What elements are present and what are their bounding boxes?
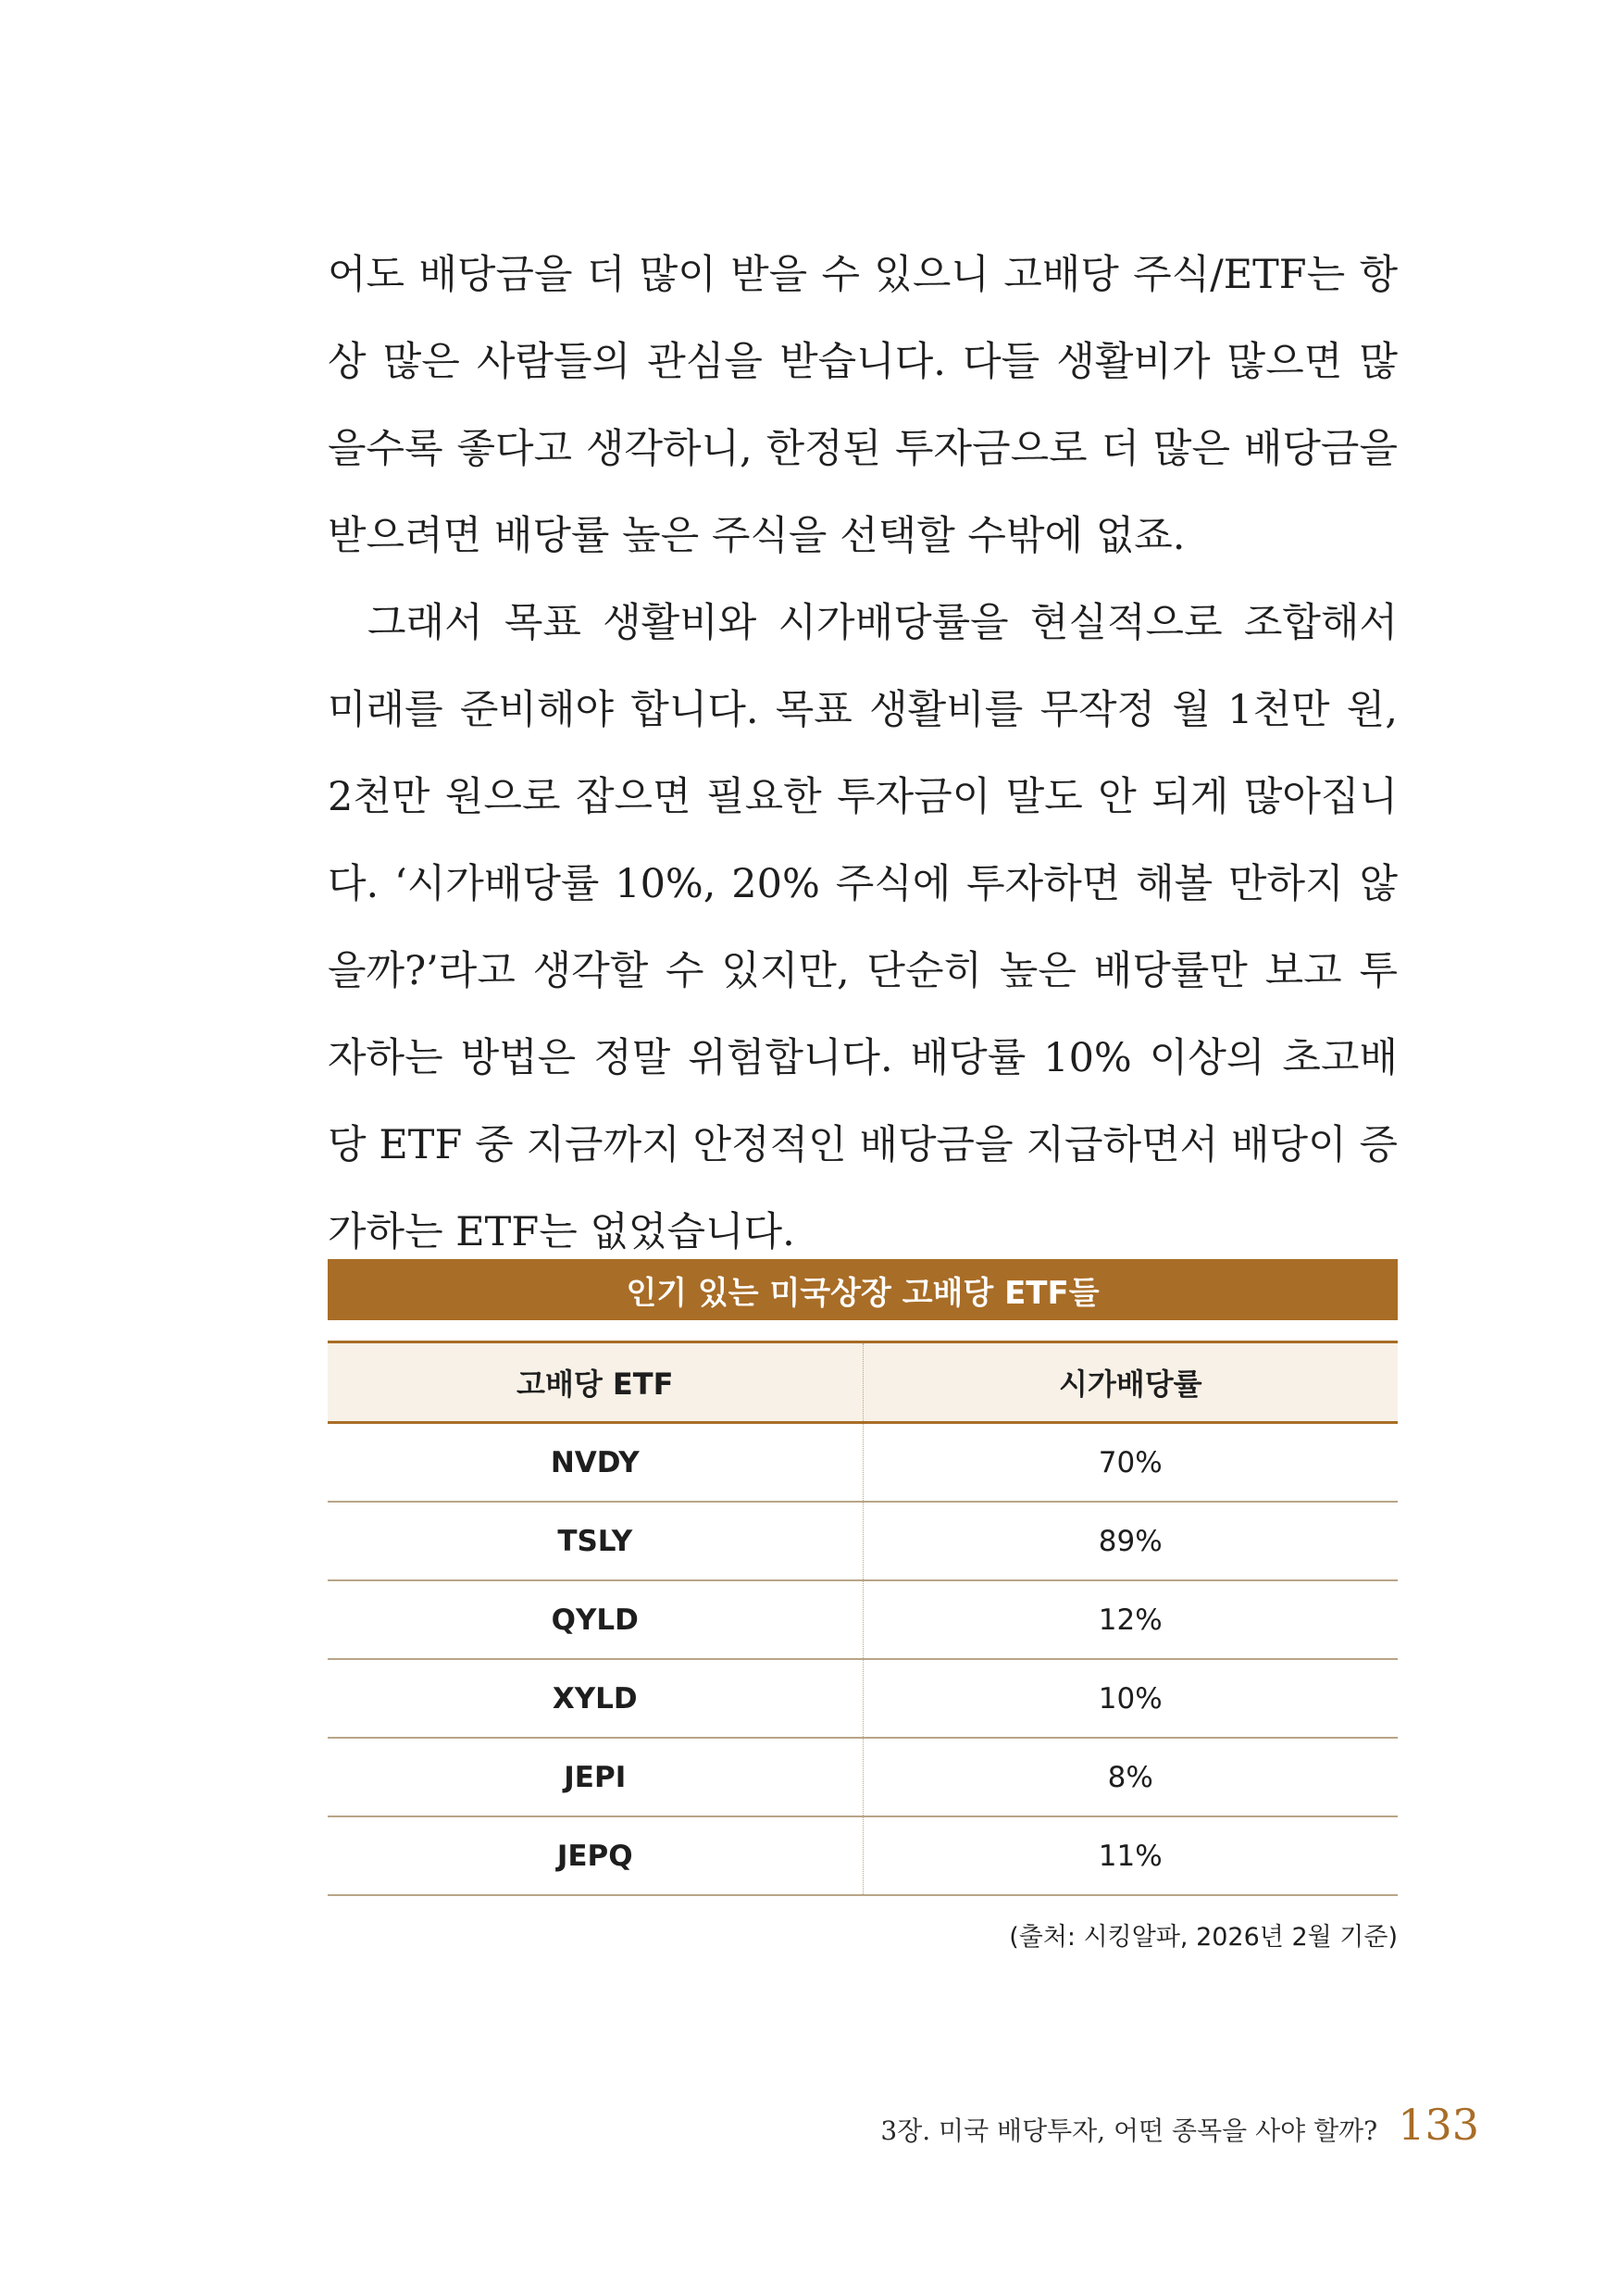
etf-table-section xyxy=(328,1259,1398,1953)
etf-name-cell: XYLD xyxy=(328,1659,863,1738)
body-text xyxy=(328,231,1398,1276)
table-title: 인기 있는 미국상장 고배당 ETF들 xyxy=(328,1259,1398,1320)
header-etf: 고배당 ETF xyxy=(328,1342,863,1423)
header-yield: 시가배당률 xyxy=(863,1342,1398,1423)
etf-name-cell: JEPI xyxy=(328,1738,863,1816)
page-number: 133 xyxy=(1398,2100,1479,2150)
yield-cell: 70% xyxy=(863,1423,1398,1503)
yield-cell: 89% xyxy=(863,1502,1398,1580)
table-source: (출처: 시킹알파, 2026년 2월 기준) xyxy=(1009,1923,1398,1952)
footer-chapter-title: 3장. 미국 배당투자, 어떤 종목을 사야 할까? xyxy=(880,2115,1378,2146)
yield-cell: 11% xyxy=(863,1816,1398,1895)
etf-name-cell: JEPQ xyxy=(328,1816,863,1895)
table-row xyxy=(328,1816,1398,1895)
etf-name-cell: NVDY xyxy=(328,1423,863,1503)
yield-cell: 8% xyxy=(863,1738,1398,1816)
table-header-row xyxy=(328,1342,1398,1423)
table-row xyxy=(328,1423,1398,1503)
etf-name-cell: QYLD xyxy=(328,1580,863,1659)
paragraph-1: 어도 배당금을 더 많이 받을 수 있으니 고배당 주식/ETF는 항상 많은 사람들의 관심을 받습니다. 다들 생활비가 많으면 많을수록 좋다고 생각하니, 한정된 투자금으로 더 많은 배당금을 받으려면 배당률 높은 주식을 선택할 수밖에 없죠. xyxy=(328,252,1398,559)
paragraph-2: 그래서 목표 생활비와 시가배당률을 현실적으로 조합해서 미래를 준비해야 합니다. 목표 생활비를 무작정 월 1천만 원, 2천만 원으로 잡으면 필요한 투자금이 말도 안 되게 많아집니다. ‘시가배당률 10%, 20% 주식에 투자하면 해볼 만하지 않을까?’라고 생각할 수 있지만, 단순히 높은 배당률만 보고 투자하는 방법은 정말 위험합니다. 배당률 10% 이상의 초고배당 ETF 중 지금까지 안정적인 배당금을 지급하면서 배당이 증가하는 ETF는 없었습니다. xyxy=(328,600,1398,1255)
table-row xyxy=(328,1659,1398,1738)
yield-cell: 12% xyxy=(863,1580,1398,1659)
page-footer xyxy=(880,2100,1479,2150)
table-row xyxy=(328,1738,1398,1816)
etf-table xyxy=(328,1341,1398,1896)
table-row xyxy=(328,1502,1398,1580)
yield-cell: 10% xyxy=(863,1659,1398,1738)
etf-name-cell: TSLY xyxy=(328,1502,863,1580)
table-row xyxy=(328,1580,1398,1659)
